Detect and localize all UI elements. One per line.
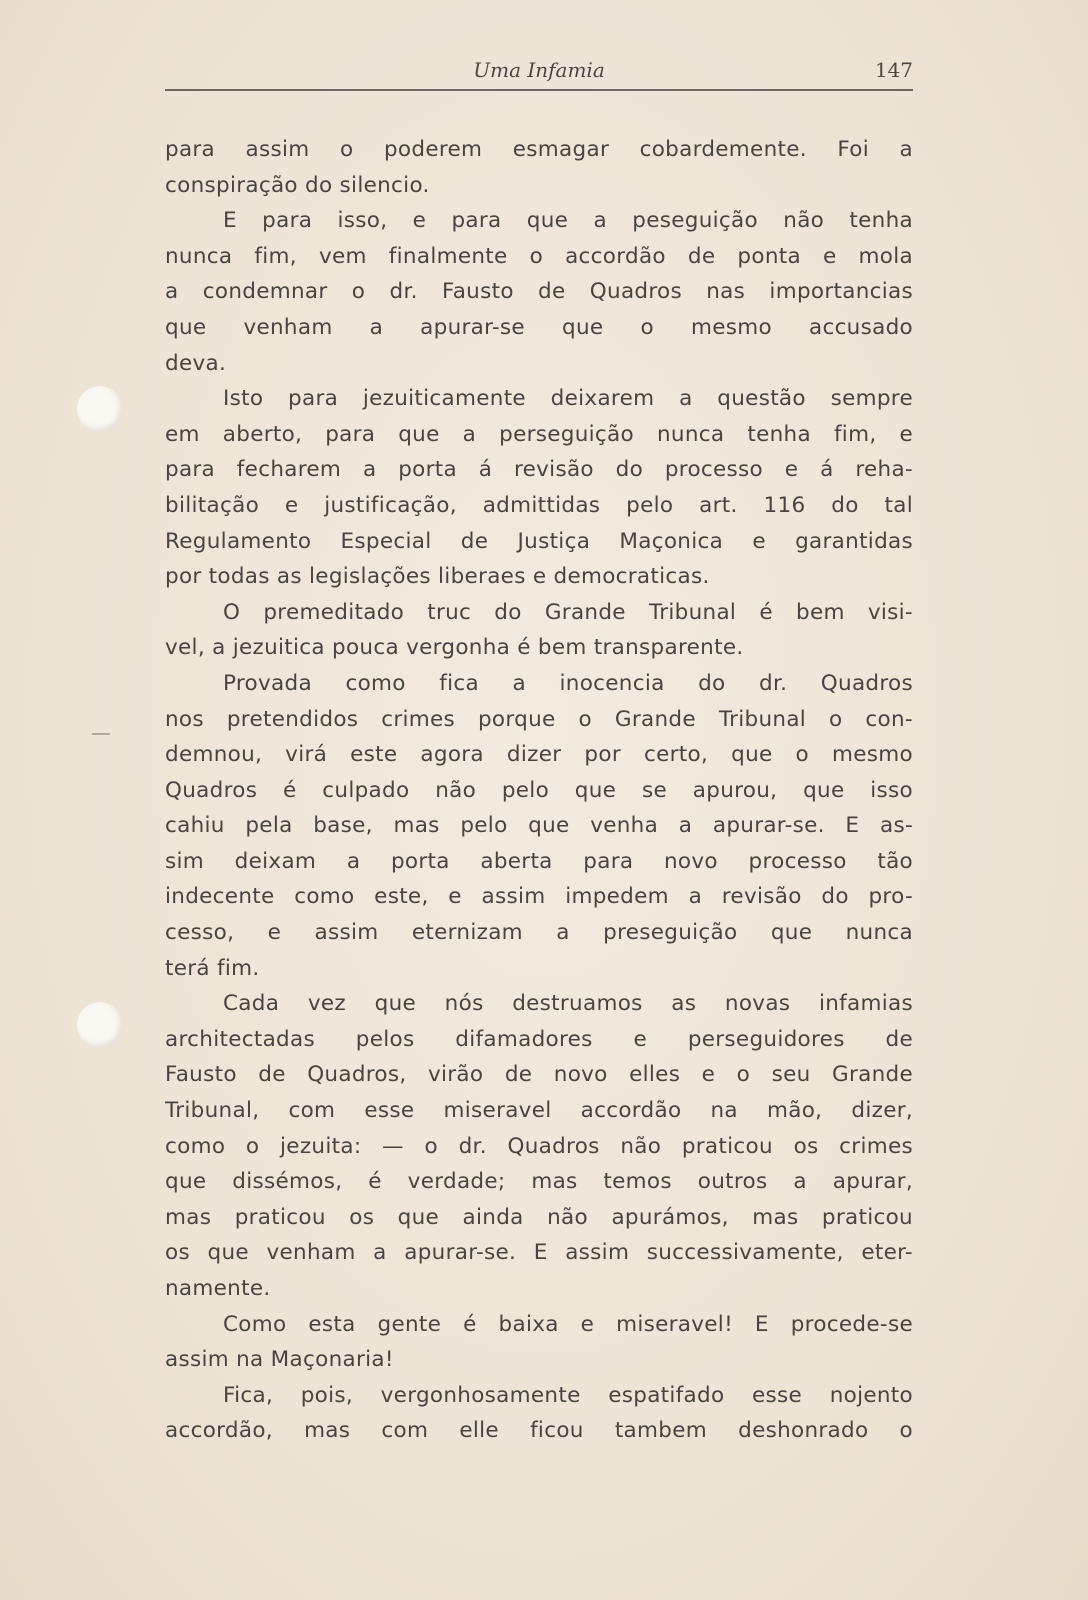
text-line: bilitação e justificação, admittidas pelo art. 116 do tal	[165, 492, 913, 518]
text-line: Provada como fica a inocencia do dr. Quadros	[223, 670, 913, 696]
header-rule	[165, 89, 913, 91]
text-line: por todas as legislações liberaes e democraticas.	[165, 564, 710, 590]
text-line: que dissémos, é verdade; mas temos outros a apurar,	[165, 1169, 913, 1195]
margin-mark	[92, 733, 110, 735]
text-line: cahiu pela base, mas pelo que venha a apurar-se. E as-	[165, 813, 913, 839]
text-line: deva.	[165, 350, 227, 376]
text-line: E para isso, e para que a peseguição não tenha	[223, 208, 913, 234]
text-line: Fausto de Quadros, virão de novo elles e o seu Grande	[165, 1062, 913, 1088]
text-line: Tribunal, com esse miseravel accordão na mão, dizer,	[165, 1098, 913, 1124]
punch-hole	[77, 1002, 123, 1048]
text-line: namente.	[165, 1276, 271, 1301]
text-line: Como esta gente é baixa e miseravel! E procede-se	[223, 1311, 913, 1337]
text-line: demnou, virá este agora dizer por certo, que o mesmo	[165, 742, 913, 768]
text-line: para assim o poderem esmagar cobardemente. Foi a	[165, 137, 913, 162]
text-line: Regulamento Especial de Justiça Maçonica e garantidas	[165, 528, 913, 554]
text-line: que venham a apurar-se que o mesmo accusado	[165, 314, 913, 340]
punch-hole	[77, 386, 123, 432]
page-number: 147	[874, 58, 913, 82]
text-line: Isto para jezuiticamente deixarem a questão sempre	[223, 386, 913, 412]
text-line: Cada vez que nós destruamos as novas infamias	[223, 991, 913, 1017]
text-line: como o jezuita: — o dr. Quadros não praticou os crimes	[165, 1133, 913, 1159]
text-line: em aberto, para que a perseguição nunca tenha fim, e	[165, 421, 913, 447]
text-line: vel, a jezuitica pouca vergonha é bem transparente.	[165, 635, 744, 661]
text-line: Quadros é culpado não pelo que se apurou, que isso	[165, 777, 913, 803]
text-line: para fecharem a porta á revisão do processo e á reha-	[165, 457, 913, 483]
text-line: cesso, e assim eternizam a preseguição que nunca	[165, 920, 913, 946]
text-line: nos pretendidos crimes porque o Grande Tribunal o con-	[165, 706, 913, 732]
text-line: O premeditado truc do Grande Tribunal é bem visi-	[223, 599, 913, 625]
running-head	[165, 58, 913, 88]
text-line: nunca fim, vem finalmente o accordão de ponta e mola	[165, 243, 913, 269]
text-line: terá fim.	[165, 955, 260, 981]
text-line: accordão, mas com elle ficou tambem deshonrado o	[165, 1418, 913, 1444]
text-line: a condemnar o dr. Fausto de Quadros nas importancias	[165, 279, 913, 305]
text-line: mas praticou os que ainda não apurámos, mas praticou	[165, 1204, 913, 1230]
running-title: Uma Infamia	[473, 58, 605, 82]
text-line: sim deixam a porta aberta para novo processo tão	[165, 848, 913, 874]
body-text	[165, 132, 913, 1449]
text-line: os que venham a apurar-se. E assim successivamente, eter-	[165, 1240, 913, 1266]
text-line: architectadas pelos difamadores e perseguidores de	[165, 1026, 913, 1052]
text-line: assim na Maçonaria!	[165, 1347, 394, 1373]
text-line: conspiração do silencio.	[165, 172, 430, 198]
text-line: Fica, pois, vergonhosamente espatifado esse nojento	[223, 1382, 913, 1408]
text-line: indecente como este, e assim impedem a revisão do pro-	[165, 884, 913, 910]
